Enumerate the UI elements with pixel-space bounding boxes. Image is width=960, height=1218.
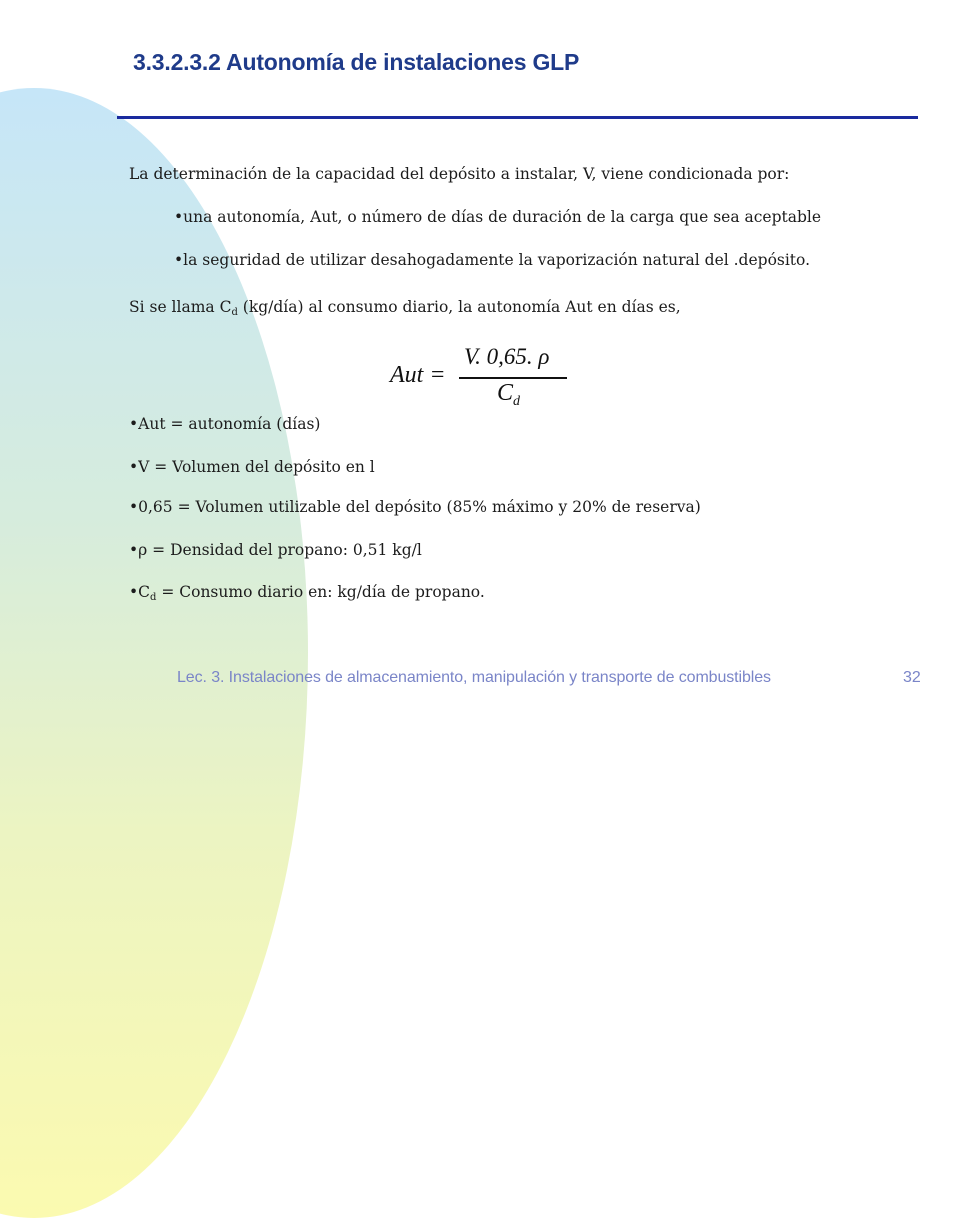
bullet-autonomia: •una autonomía, Aut, o número de días de duración de la carga que sea aceptable <box>174 208 822 226</box>
consumo-text-end: (kg/día) al consumo diario, la autonomía Aut en días es, <box>237 298 681 316</box>
formula-denominator <box>497 380 520 407</box>
autonomy-formula <box>390 342 580 412</box>
definition-volumen: •V = Volumen del depósito en l <box>129 458 375 476</box>
definition-densidad: •ρ = Densidad del propano: 0,51 kg/l <box>129 541 422 559</box>
page-number: 32 <box>903 669 921 686</box>
formula-numerator: V. 0,65. ρ <box>464 344 550 369</box>
consumo-subscript: d <box>231 307 238 318</box>
formula-lhs: Aut = <box>390 362 446 388</box>
formula-denominator-main: C <box>497 380 514 406</box>
slide-title: 3.3.2.3.2 Autonomía de instalaciones GLP <box>133 49 580 75</box>
intro-text: La determinación de la capacidad del depósito a instalar, V, viene condicionada por: <box>129 165 790 183</box>
consumo-text <box>129 297 681 317</box>
bullet-seguridad: •la seguridad de utilizar desahogadamente la vaporización natural del .depósito. <box>174 251 811 269</box>
title-underline <box>117 116 918 119</box>
definition-consumo <box>129 582 485 602</box>
definition-volumen-utilizable: •0,65 = Volumen utilizable del depósito (85% máximo y 20% de reserva) <box>129 498 701 516</box>
footer-lecture-title: Lec. 3. Instalaciones de almacenamiento, manipulación y transporte de combustibles <box>177 669 771 686</box>
formula-denominator-sub: d <box>513 394 521 409</box>
consumo-text-start: Si se llama C <box>129 298 232 316</box>
definition-consumo-start: •C <box>129 583 151 601</box>
formula-fraction-bar <box>459 377 567 379</box>
definition-aut: •Aut = autonomía (días) <box>129 415 321 433</box>
definition-consumo-subscript: d <box>150 592 157 603</box>
definition-consumo-end: = Consumo diario en: kg/día de propano. <box>156 583 485 601</box>
